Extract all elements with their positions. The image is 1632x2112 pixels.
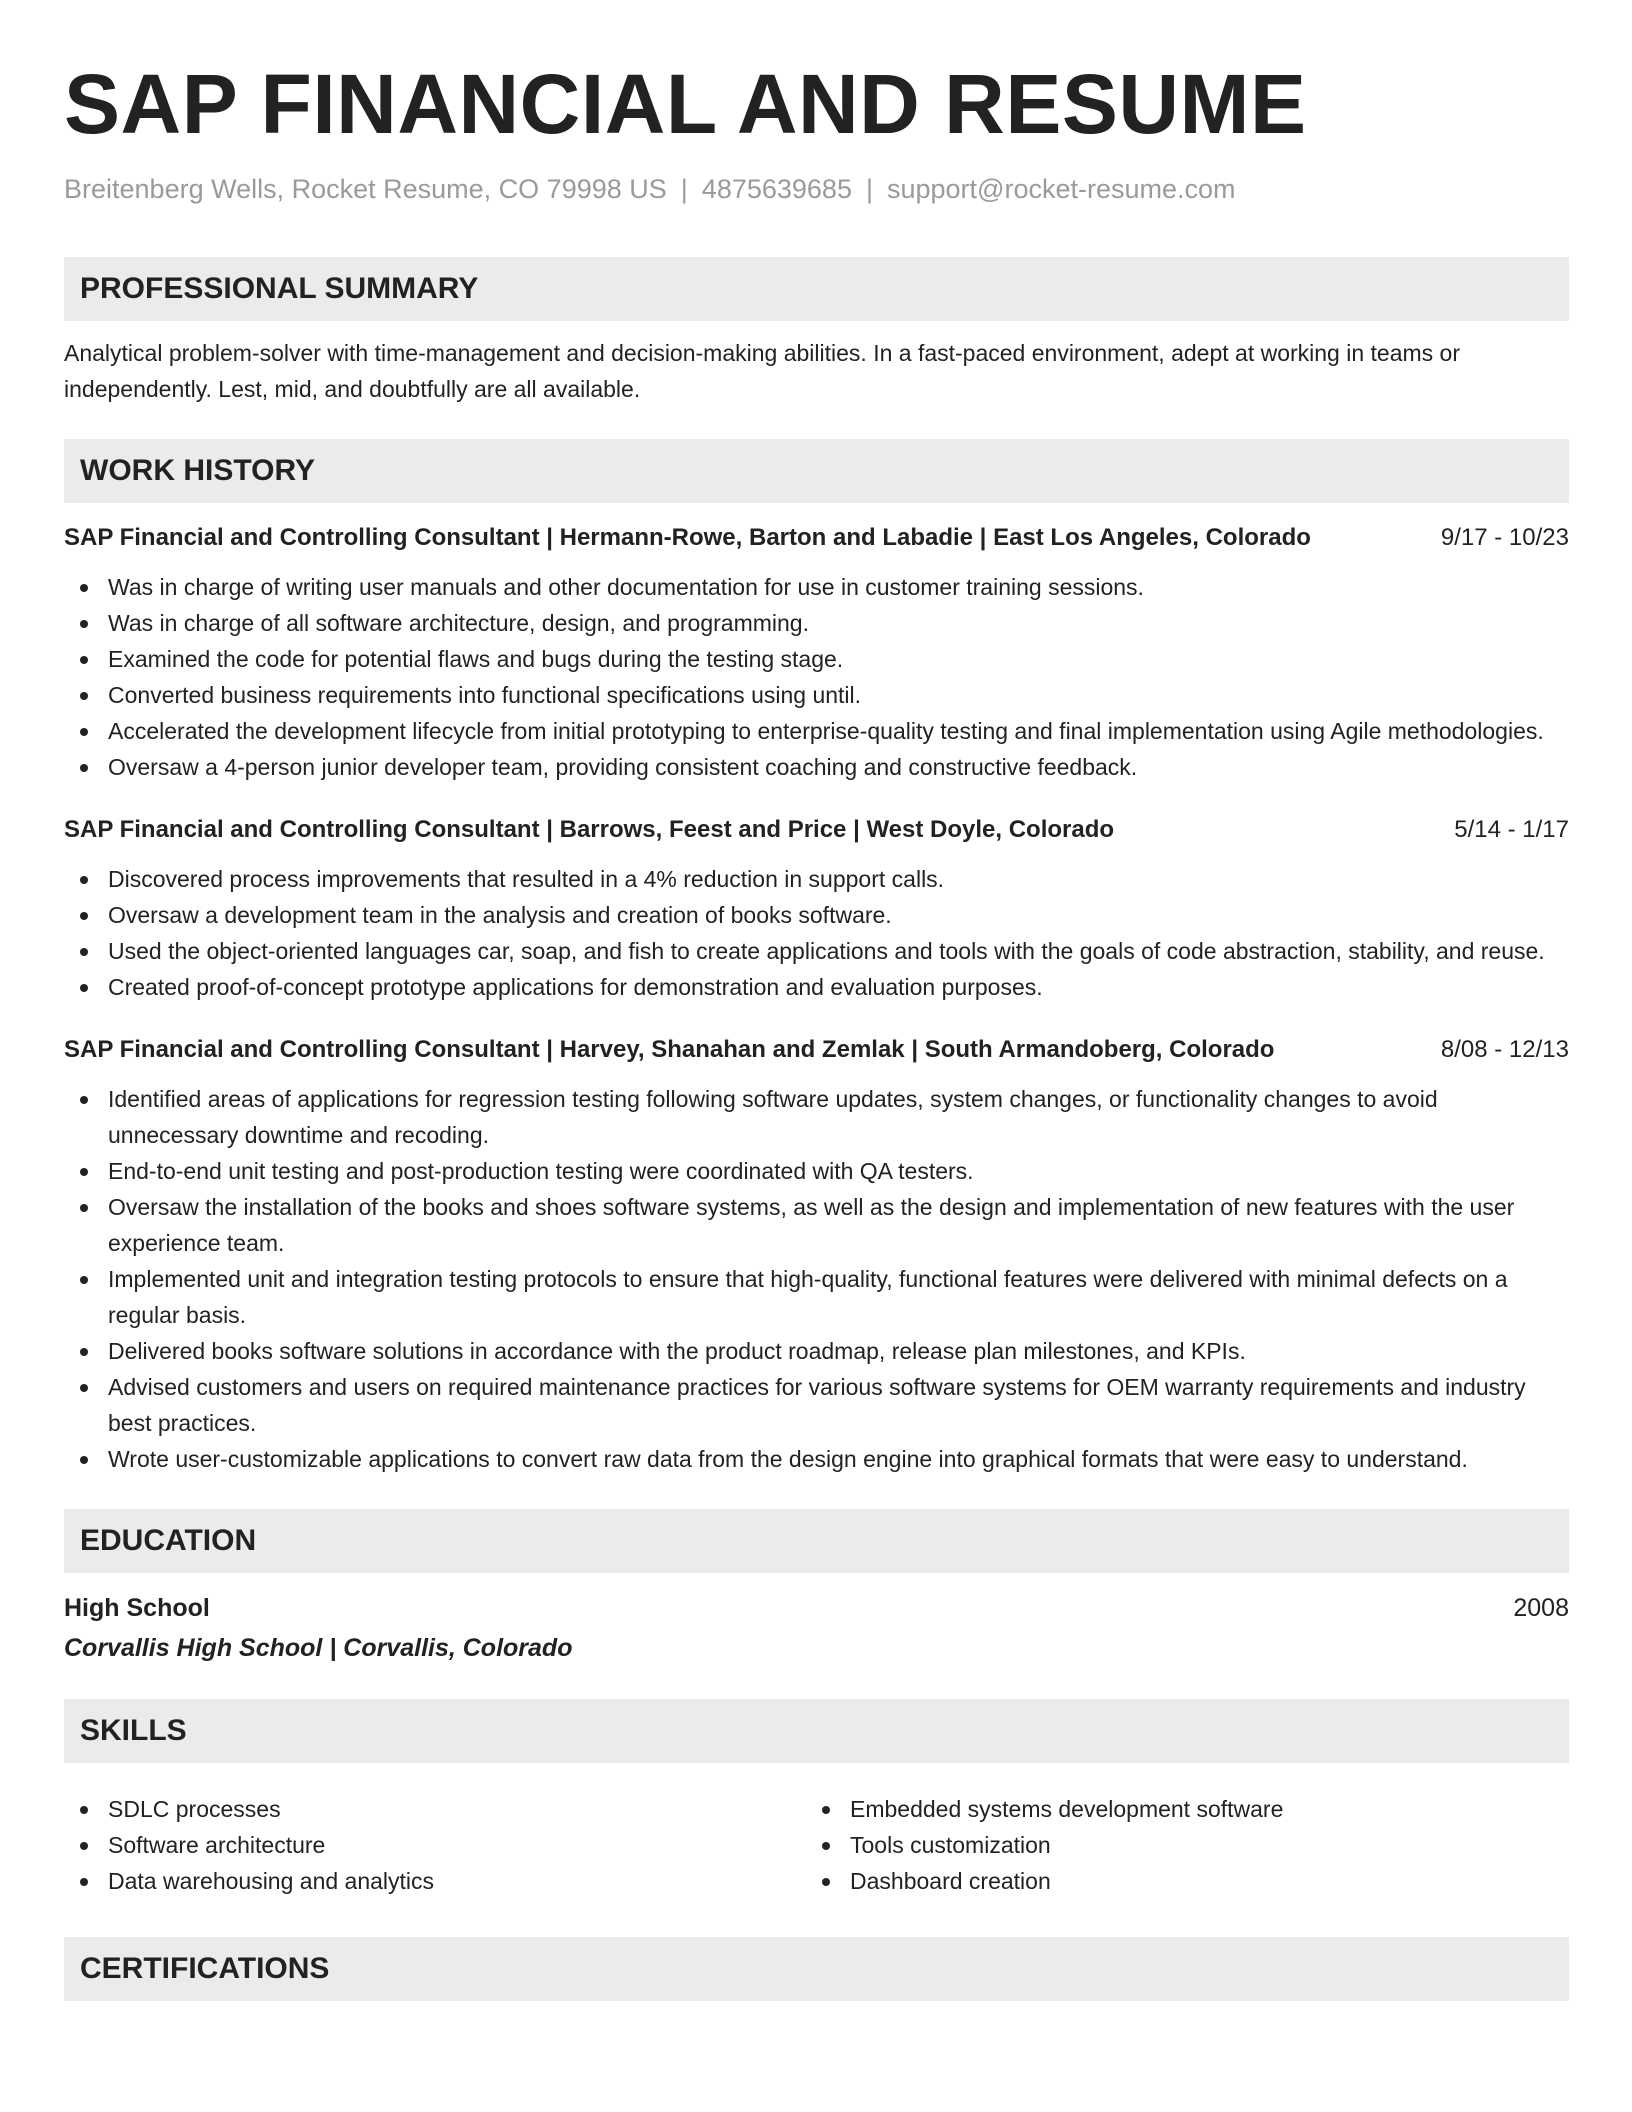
job-title: SAP Financial and Controlling Consultant | Harvey, Shanahan and Zemlak | South Armandoberg, Colorado [64, 1036, 1275, 1063]
skill-item: Data warehousing and analytics [64, 1863, 806, 1899]
contact-address: Breitenberg Wells, Rocket Resume, CO 79998 US [64, 174, 667, 204]
skills-column-right [806, 1791, 1548, 1899]
summary-heading: PROFESSIONAL SUMMARY [64, 257, 1569, 321]
job-bullet: Accelerated the development lifecycle from initial prototyping to enterprise-quality testing and final implementation using Agile methodologies. [64, 713, 1569, 749]
skill-item: Tools customization [806, 1827, 1548, 1863]
job-title: SAP Financial and Controlling Consultant | Hermann-Rowe, Barton and Labadie | East Los Angeles, Colorado [64, 524, 1311, 551]
job-bullet: Used the object-oriented languages car, soap, and fish to create applications and tools with the goals of code abstraction, stability, and reuse. [64, 933, 1569, 969]
job-bullet: Identified areas of applications for regression testing following software updates, system changes, or functionality changes to avoid unnecessary downtime and recoding. [64, 1081, 1569, 1153]
job-bullet: Converted business requirements into functional specifications using until. [64, 677, 1569, 713]
job-entry [64, 813, 1569, 1005]
job-bullet: Discovered process improvements that resulted in a 4% reduction in support calls. [64, 861, 1569, 897]
job-bullet: End-to-end unit testing and post-production testing were coordinated with QA testers. [64, 1153, 1569, 1189]
contact-email: support@rocket-resume.com [886, 174, 1236, 204]
job-bullet: Wrote user-customizable applications to convert raw data from the design engine into graphical formats that were easy to understand. [64, 1441, 1569, 1477]
education-entry [64, 1589, 1569, 1627]
education-heading: EDUCATION [64, 1509, 1569, 1573]
job-dates: 5/14 - 1/17 [1454, 816, 1569, 843]
summary-text: Analytical problem-solver with time-management and decision-making abilities. In a fast-paced environment, adept at working in teams or independently. Lest, mid, and doubtfully are all available. [64, 340, 1461, 402]
job-bullet: Oversaw a 4-person junior developer team, providing consistent coaching and constructive feedback. [64, 749, 1569, 785]
job-dates: 8/08 - 12/13 [1440, 1036, 1569, 1063]
job-bullet: Advised customers and users on required maintenance practices for various software systems for OEM warranty requirements and industry best practices. [64, 1369, 1569, 1441]
job-bullet: Oversaw the installation of the books and shoes software systems, as well as the design and implementation of new features with the user experience team. [64, 1189, 1569, 1261]
skill-item: Dashboard creation [806, 1863, 1548, 1899]
job-bullet: Examined the code for potential flaws and bugs during the testing stage. [64, 641, 1569, 677]
skills-heading: SKILLS [64, 1699, 1569, 1763]
skill-item: Software architecture [64, 1827, 806, 1863]
job-bullet: Implemented unit and integration testing protocols to ensure that high-quality, functional features were delivered with minimal defects on a regular basis. [64, 1261, 1569, 1333]
skill-item: Embedded systems development software [806, 1791, 1548, 1827]
contact-line [64, 174, 1569, 205]
job-bullets [64, 861, 1569, 1005]
job-entry [64, 1033, 1569, 1477]
skills-column-left [64, 1791, 806, 1899]
work-history-heading: WORK HISTORY [64, 439, 1569, 503]
job-title: SAP Financial and Controlling Consultant | Barrows, Feest and Price | West Doyle, Colorado [64, 816, 1115, 843]
contact-separator: | [865, 174, 873, 204]
job-dates: 9/17 - 10/23 [1440, 524, 1569, 551]
job-bullet: Was in charge of writing user manuals and other documentation for use in customer training sessions. [64, 569, 1569, 605]
skills-list [64, 1777, 1569, 1899]
job-entry [64, 521, 1569, 785]
education-degree: High School [64, 1594, 210, 1622]
contact-phone: 4875639685 [701, 174, 852, 204]
skill-item: SDLC processes [64, 1791, 806, 1827]
job-bullet: Was in charge of all software architecture, design, and programming. [64, 605, 1569, 641]
certifications-heading: CERTIFICATIONS [64, 1937, 1569, 2001]
job-bullets [64, 569, 1569, 785]
job-bullets [64, 1081, 1569, 1477]
contact-separator: | [680, 174, 688, 204]
job-bullet: Delivered books software solutions in accordance with the product roadmap, release plan milestones, and KPIs. [64, 1333, 1569, 1369]
resume-name: SAP FINANCIAL AND RESUME [64, 57, 1307, 151]
job-bullet: Created proof-of-concept prototype applications for demonstration and evaluation purposes. [64, 969, 1569, 1005]
job-bullet: Oversaw a development team in the analysis and creation of books software. [64, 897, 1569, 933]
education-school: Corvallis High School | Corvallis, Colorado [64, 1634, 573, 1662]
education-year: 2008 [1513, 1594, 1569, 1622]
